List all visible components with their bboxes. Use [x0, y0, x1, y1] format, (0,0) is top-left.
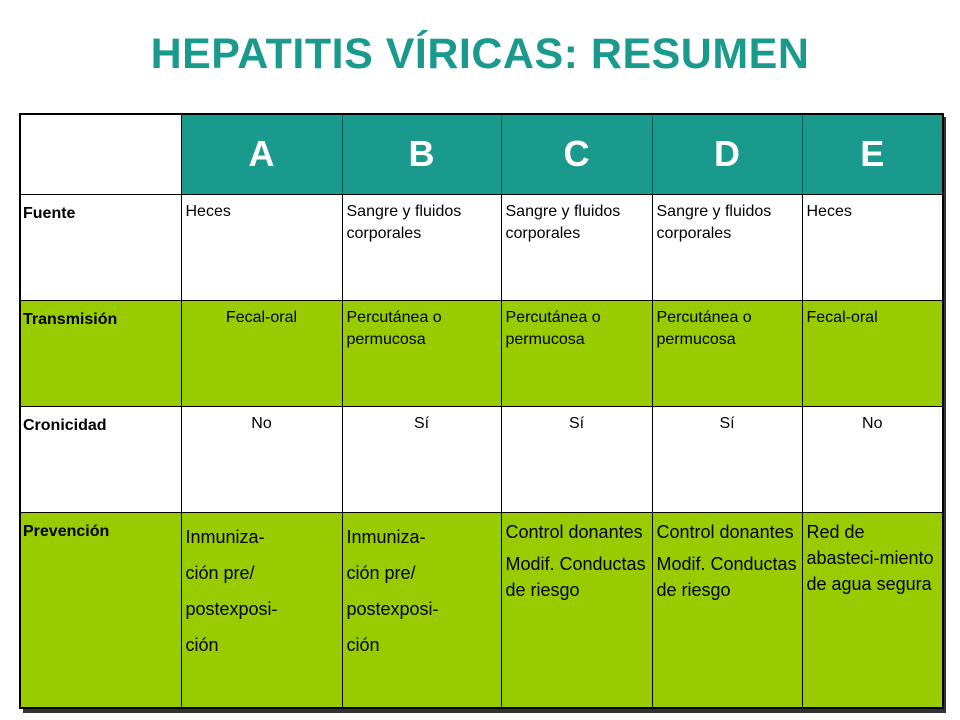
prevencion-a-line: postexposi-: [185, 598, 278, 619]
column-header-d: D: [652, 114, 802, 194]
table-row-cronicidad: [20, 406, 943, 512]
cell-fuente-c: Sangre y fluidos corporales: [501, 194, 652, 300]
column-header-b: B: [342, 114, 501, 194]
cell-prevencion-d: [652, 512, 802, 708]
cell-cronicidad-e: No: [802, 406, 943, 512]
cell-transmision-a: Fecal-oral: [181, 300, 342, 406]
prevencion-b-line: ción: [346, 634, 380, 655]
cell-cronicidad-d: Sí: [652, 406, 802, 512]
header-corner-cell: [20, 114, 181, 194]
cell-cronicidad-c: Sí: [501, 406, 652, 512]
row-label-prevencion: Prevención: [20, 512, 181, 708]
cell-cronicidad-b: Sí: [342, 406, 501, 512]
cell-prevencion-c: [501, 512, 652, 708]
cell-prevencion-e: [802, 512, 943, 708]
cell-transmision-b: Percutánea o permucosa: [342, 300, 501, 406]
cell-prevencion-a: [181, 512, 342, 708]
header-row: [20, 114, 943, 194]
summary-table: [19, 113, 944, 709]
cell-fuente-d: Sangre y fluidos corporales: [652, 194, 802, 300]
cell-fuente-e: Heces: [802, 194, 943, 300]
column-header-a: A: [181, 114, 342, 194]
column-header-c: C: [501, 114, 652, 194]
prevencion-b-line: Inmuniza-: [346, 526, 426, 547]
row-label-transmision: Transmisión: [20, 300, 181, 406]
cell-transmision-e: Fecal-oral: [802, 300, 943, 406]
table-row-prevencion: [20, 512, 943, 708]
cell-transmision-d: Percutánea o permucosa: [652, 300, 802, 406]
prevencion-b-line: postexposi-: [346, 598, 439, 619]
row-label-fuente: Fuente: [20, 194, 181, 300]
prevencion-a-line: Inmuniza-: [185, 526, 265, 547]
prevencion-d-line: Modif. Conductas de riesgo: [656, 553, 797, 600]
prevencion-a-line: ción pre/: [185, 562, 255, 583]
prevencion-b-line: ción pre/: [346, 562, 416, 583]
cell-fuente-b: Sangre y fluidos corporales: [342, 194, 501, 300]
prevencion-a-line: ción: [185, 634, 219, 655]
prevencion-c-line: Control donantes: [505, 521, 643, 542]
cell-prevencion-b: [342, 512, 501, 708]
column-header-e: E: [802, 114, 943, 194]
prevencion-e-text: Red de abasteci-miento de agua segura: [806, 521, 934, 594]
prevencion-d-line: Control donantes: [656, 521, 794, 542]
page-title: HEPATITIS VÍRICAS: RESUMEN: [150, 30, 810, 78]
table-row-fuente: [20, 194, 943, 300]
table-row-transmision: [20, 300, 943, 406]
prevencion-c-line: Modif. Conductas de riesgo: [505, 553, 646, 600]
cell-transmision-c: Percutánea o permucosa: [501, 300, 652, 406]
row-label-cronicidad: Cronicidad: [20, 406, 181, 512]
summary-table-container: [19, 113, 942, 709]
cell-fuente-a: Heces: [181, 194, 342, 300]
cell-cronicidad-a: No: [181, 406, 342, 512]
